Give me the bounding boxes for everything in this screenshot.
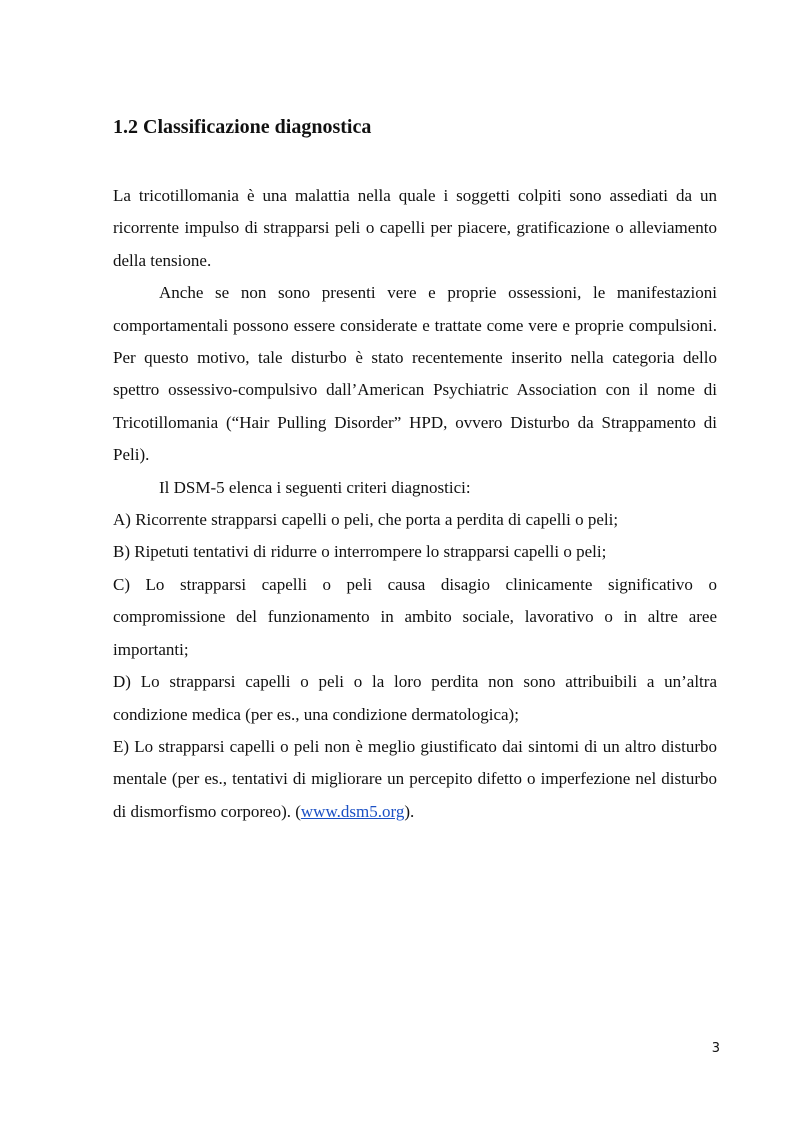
page-number: 3 [711,1041,720,1056]
criterion-c: C) Lo strapparsi capelli o peli causa disagio clinicamente significativo o compromissione del funzionamento in ambito sociale, lavorativo o in altre aree importanti; [113,574,717,659]
criterion-b: B) Ripetuti tentativi di ridurre o interrompere lo strapparsi capelli o peli; [113,542,607,562]
paragraph-dsm-intro: Il DSM-5 elenca i seguenti criteri diagnostici: [159,477,471,497]
criterion-e-text: E) Lo strapparsi capelli o peli non è meglio giustificato dai sintomi di un altro disturbo mentale (per es., tentativi di migliorare un percepito difetto o imperfezione nel disturbo di dismorfismo corporeo). ( [113,736,717,821]
criterion-e-end: ). [404,801,415,821]
criterion-e [113,731,717,828]
criterion-a: A) Ricorrente strapparsi capelli o peli, che porta a perdita di capelli o peli; [113,510,619,530]
section-heading: 1.2 Classificazione diagnostica [113,116,372,138]
dsm5-link[interactable]: www.dsm5.org [300,801,405,821]
criterion-d: D) Lo strapparsi capelli o peli o la loro perdita non sono attribuibili a un’altra condizione medica (per es., una condizione dermatologica); [113,672,717,724]
body-text [113,180,717,828]
paragraph-intro: La tricotillomania è una malattia nella quale i soggetti colpiti sono assediati da un ricorrente impulso di strapparsi peli o capelli per piacere, gratificazione o alleviamento della tensione. [113,186,717,270]
paragraph-compulsions: Anche se non sono presenti vere e proprie ossessioni, le manifestazioni comportamentali possono essere considerate e trattate come vere e proprie compulsioni. Per questo motivo, tale disturbo è stato recentemente inserito nella categoria dello spettro ossessivo-compulsivo dall’American Psychiatric Association con il nome di Tricotillomania (“Hair Pulling Disorder” HPD, ovvero Disturbo da Strappamento di Peli). [113,283,717,465]
